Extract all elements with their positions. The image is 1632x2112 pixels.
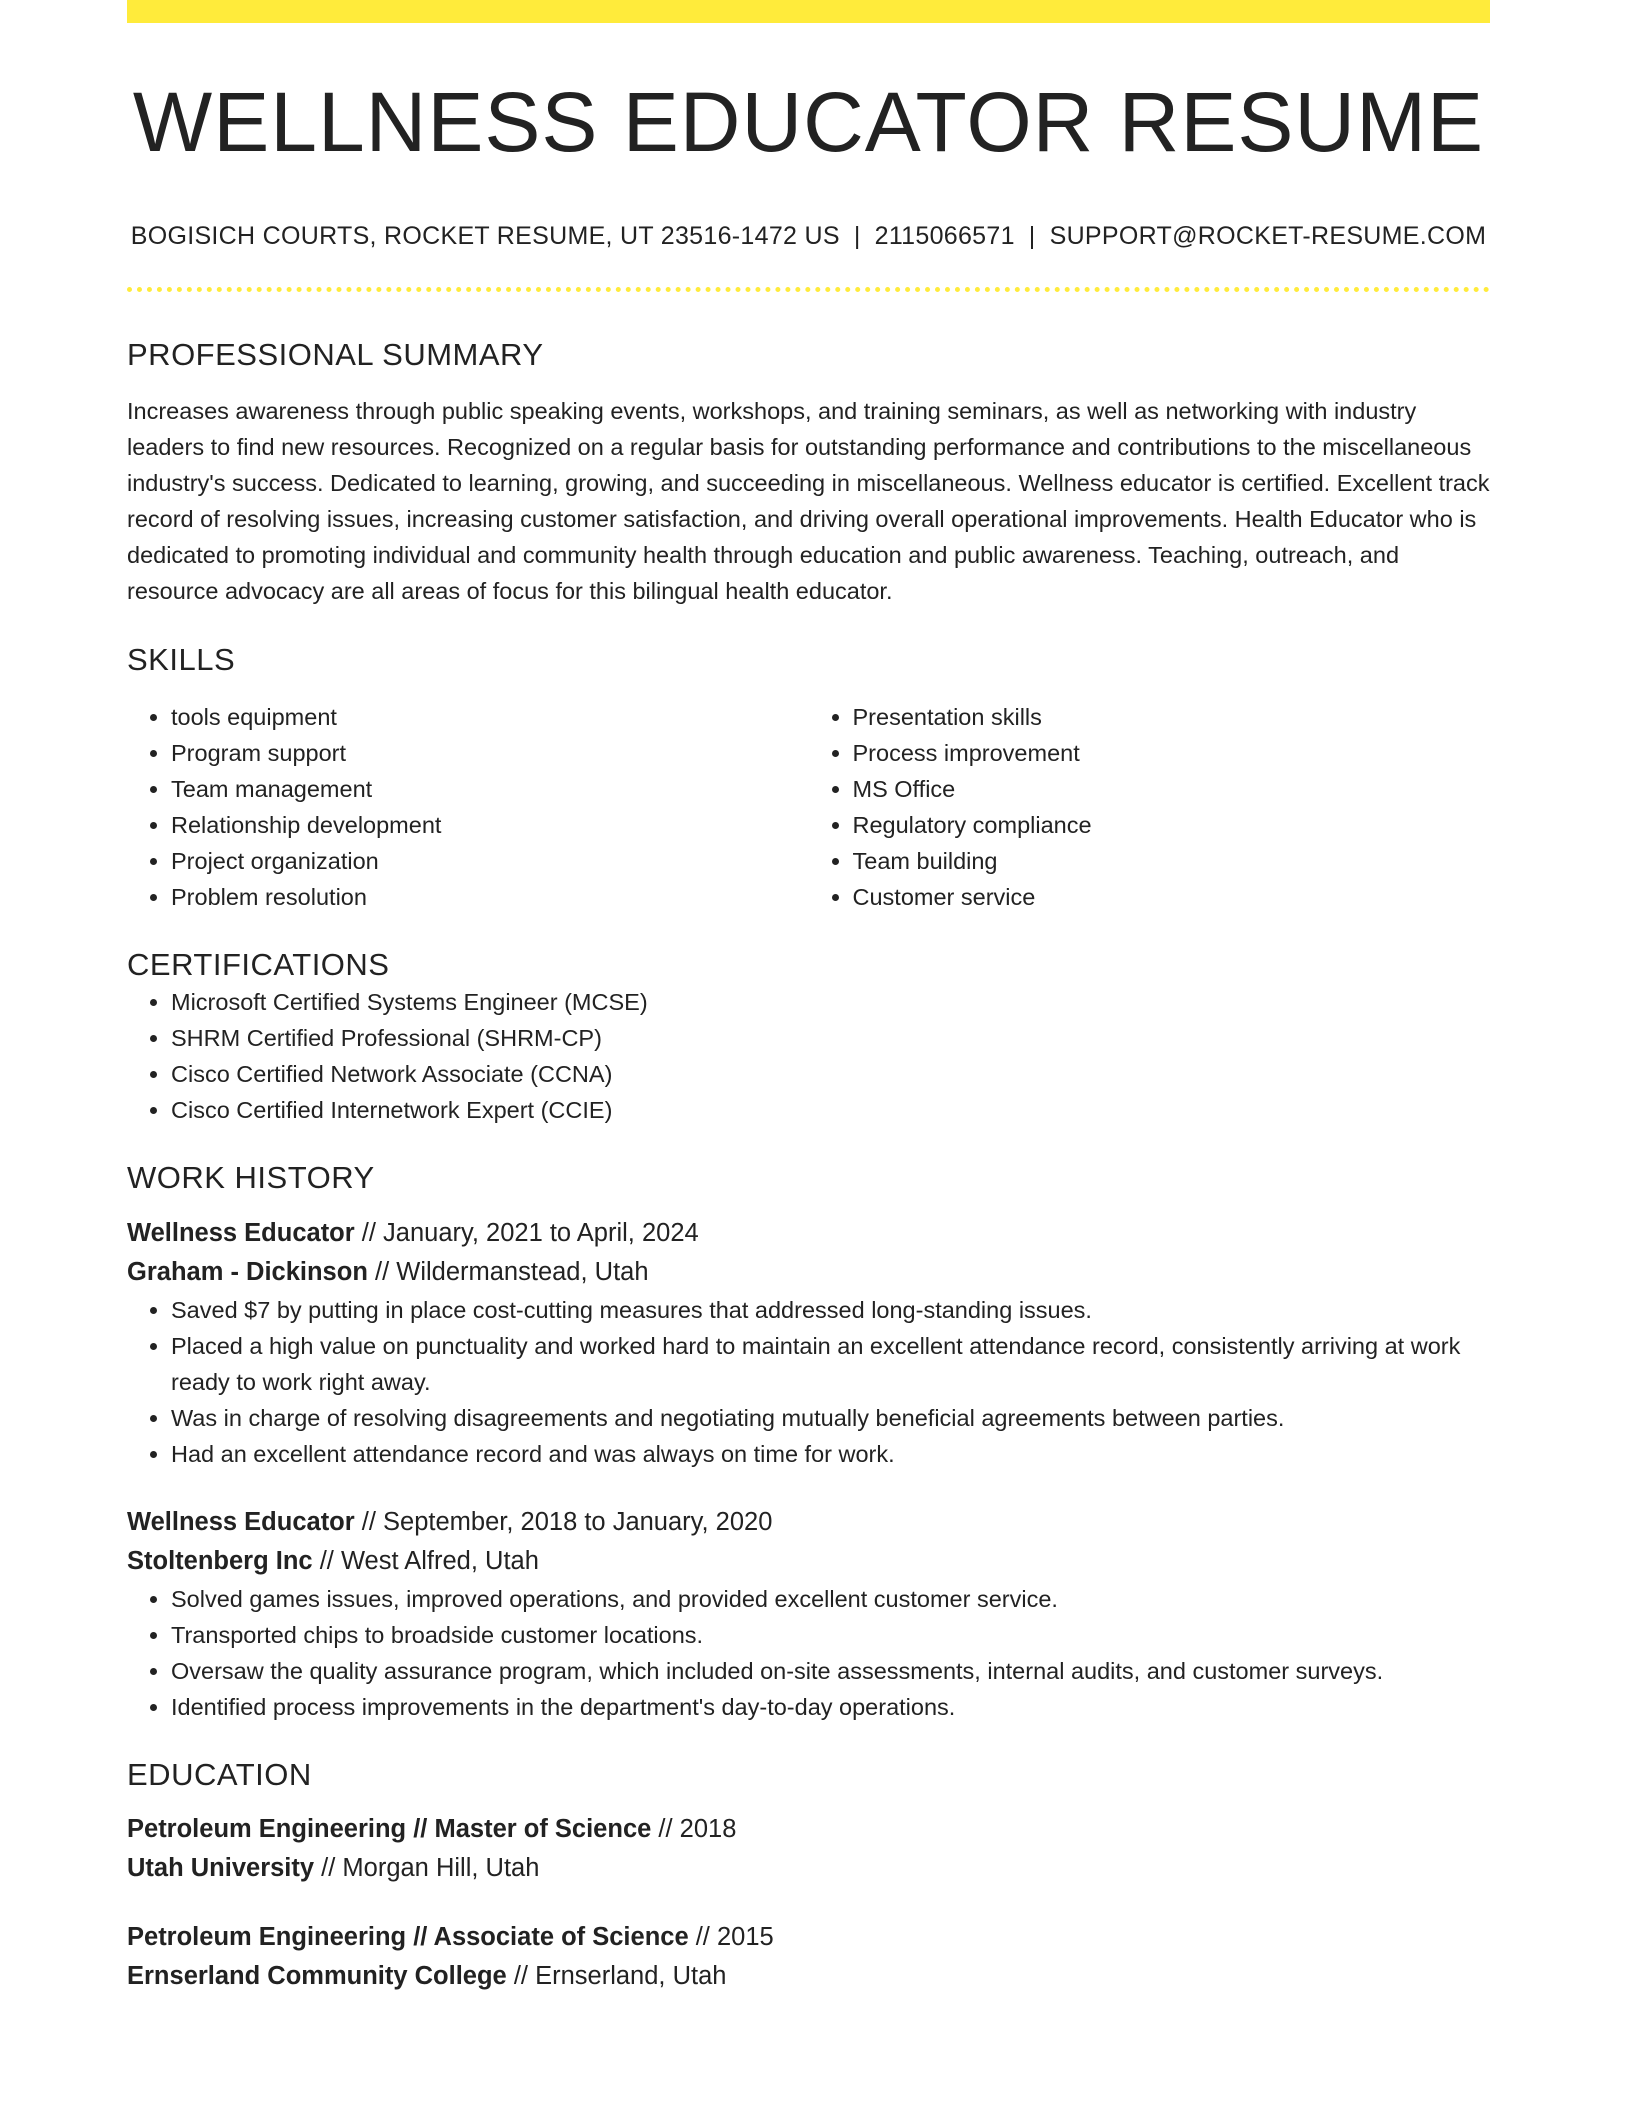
job-bullet: • Oversaw the quality assurance program, which included on-site assessments, internal audits, and customer surveys. [171, 1653, 1490, 1689]
skills-list-left [127, 699, 809, 915]
resume-title: WELLNESS EDUCATOR RESUME [132, 75, 1485, 169]
summary-text: Increases awareness through public speaking events, workshops, and training seminars, as well as networking with industry leaders to find new resources. Recognized on a regular basis for outstanding performance and contributions to the miscellaneous industry's success. Dedicated to learning, growing, and succeeding in miscellaneous. Wellness educator is certified. Excellent track record of resolving issues, increasing customer satisfaction, and driving overall operational improvements. Health Educator who is dedicated to promoting individual and community health through education and public awareness. Teaching, outreach, and resource advocacy are all areas of focus for this bilingual health educator. [127, 398, 1490, 605]
job-bullet: • Was in charge of resolving disagreements and negotiating mutually beneficial agreements between parties. [171, 1400, 1490, 1436]
education-year: // 2015 [688, 1922, 774, 1951]
contact-address: BOGISICH COURTS, ROCKET RESUME, UT 23516-1472 US [130, 222, 840, 250]
education-location: // Morgan Hill, Utah [314, 1853, 540, 1882]
job-bullet: • Saved $7 by putting in place cost-cutting measures that addressed long-standing issues. [171, 1292, 1490, 1328]
skill-item: • tools equipment [171, 699, 809, 735]
job-title-line [127, 1503, 1490, 1542]
job-bullet: • Solved games issues, improved operations, and provided excellent customer service. [171, 1581, 1490, 1617]
job-bullet: • Had an excellent attendance record and was always on time for work. [171, 1436, 1490, 1472]
certification-item: • Microsoft Certified Systems Engineer (MCSE) [171, 984, 1490, 1020]
skill-item: • Presentation skills [853, 699, 1491, 735]
skills-heading: SKILLS [127, 642, 236, 678]
contact-line [127, 222, 1490, 251]
education-school: Ernserland Community College [127, 1961, 507, 1990]
education-location: // Ernserland, Utah [506, 1961, 727, 1990]
job-company-line [127, 1253, 1490, 1292]
contact-phone: 2115066571 [874, 222, 1015, 250]
job-title: Wellness Educator [127, 1507, 355, 1536]
job-title: Wellness Educator [127, 1218, 355, 1247]
education-heading: EDUCATION [127, 1756, 312, 1792]
job-company: Graham - Dickinson [127, 1257, 368, 1286]
job-bullets [127, 1292, 1490, 1472]
job-entry [127, 1503, 1490, 1725]
education-degree-line [127, 1810, 1490, 1849]
education-entry [127, 1918, 1490, 1996]
certification-item: • SHRM Certified Professional (SHRM-CP) [171, 1020, 1490, 1056]
job-location: // Wildermanstead, Utah [367, 1257, 649, 1286]
skill-item: • Team building [853, 843, 1491, 879]
job-bullet: • Placed a high value on punctuality and worked hard to maintain an excellent attendance record, consistently arriving at work ready to work right away. [171, 1328, 1490, 1400]
skills-grid [127, 699, 1490, 915]
education-degree: Petroleum Engineering // Associate of Science [127, 1922, 689, 1951]
job-company-line [127, 1542, 1490, 1581]
summary-heading: PROFESSIONAL SUMMARY [127, 337, 544, 372]
job-bullets [127, 1581, 1490, 1725]
certification-item: • Cisco Certified Internetwork Expert (CCIE) [171, 1092, 1490, 1128]
contact-separator: | [1028, 222, 1036, 250]
dotted-divider [127, 287, 1490, 292]
skill-item: • MS Office [853, 771, 1491, 807]
contact-separator: | [853, 222, 861, 250]
job-bullet: • Transported chips to broadside customer locations. [171, 1617, 1490, 1653]
skill-item: • Problem resolution [171, 879, 809, 915]
education-degree: Petroleum Engineering // Master of Science [127, 1814, 652, 1843]
certifications-list [127, 984, 1490, 1128]
job-dates: // January, 2021 to April, 2024 [354, 1218, 699, 1247]
resume-page [127, 0, 1490, 1996]
skills-list-right [809, 699, 1491, 915]
skill-item: • Project organization [171, 843, 809, 879]
skill-item: • Team management [171, 771, 809, 807]
skill-item: • Customer service [853, 879, 1491, 915]
education-year: // 2018 [651, 1814, 737, 1843]
education-school-line [127, 1957, 1490, 1996]
skill-item: • Relationship development [171, 807, 809, 843]
skill-item: • Process improvement [853, 735, 1491, 771]
education-entry [127, 1810, 1490, 1888]
work-history-heading: WORK HISTORY [127, 1159, 375, 1195]
certification-item: • Cisco Certified Network Associate (CCNA) [171, 1056, 1490, 1092]
job-bullet: • Identified process improvements in the department's day-to-day operations. [171, 1689, 1490, 1725]
education-degree-line [127, 1918, 1490, 1957]
job-title-line [127, 1214, 1490, 1253]
skill-item: • Program support [171, 735, 809, 771]
accent-top-bar [127, 0, 1490, 23]
job-dates: // September, 2018 to January, 2020 [354, 1507, 773, 1536]
skill-item: • Regulatory compliance [853, 807, 1491, 843]
job-location: // West Alfred, Utah [312, 1546, 539, 1575]
certifications-heading: CERTIFICATIONS [127, 947, 390, 983]
education-school: Utah University [127, 1853, 315, 1882]
job-company: Stoltenberg Inc [127, 1546, 313, 1575]
education-school-line [127, 1849, 1490, 1888]
job-entry [127, 1214, 1490, 1472]
contact-email[interactable]: SUPPORT@ROCKET-RESUME.COM [1049, 222, 1487, 250]
